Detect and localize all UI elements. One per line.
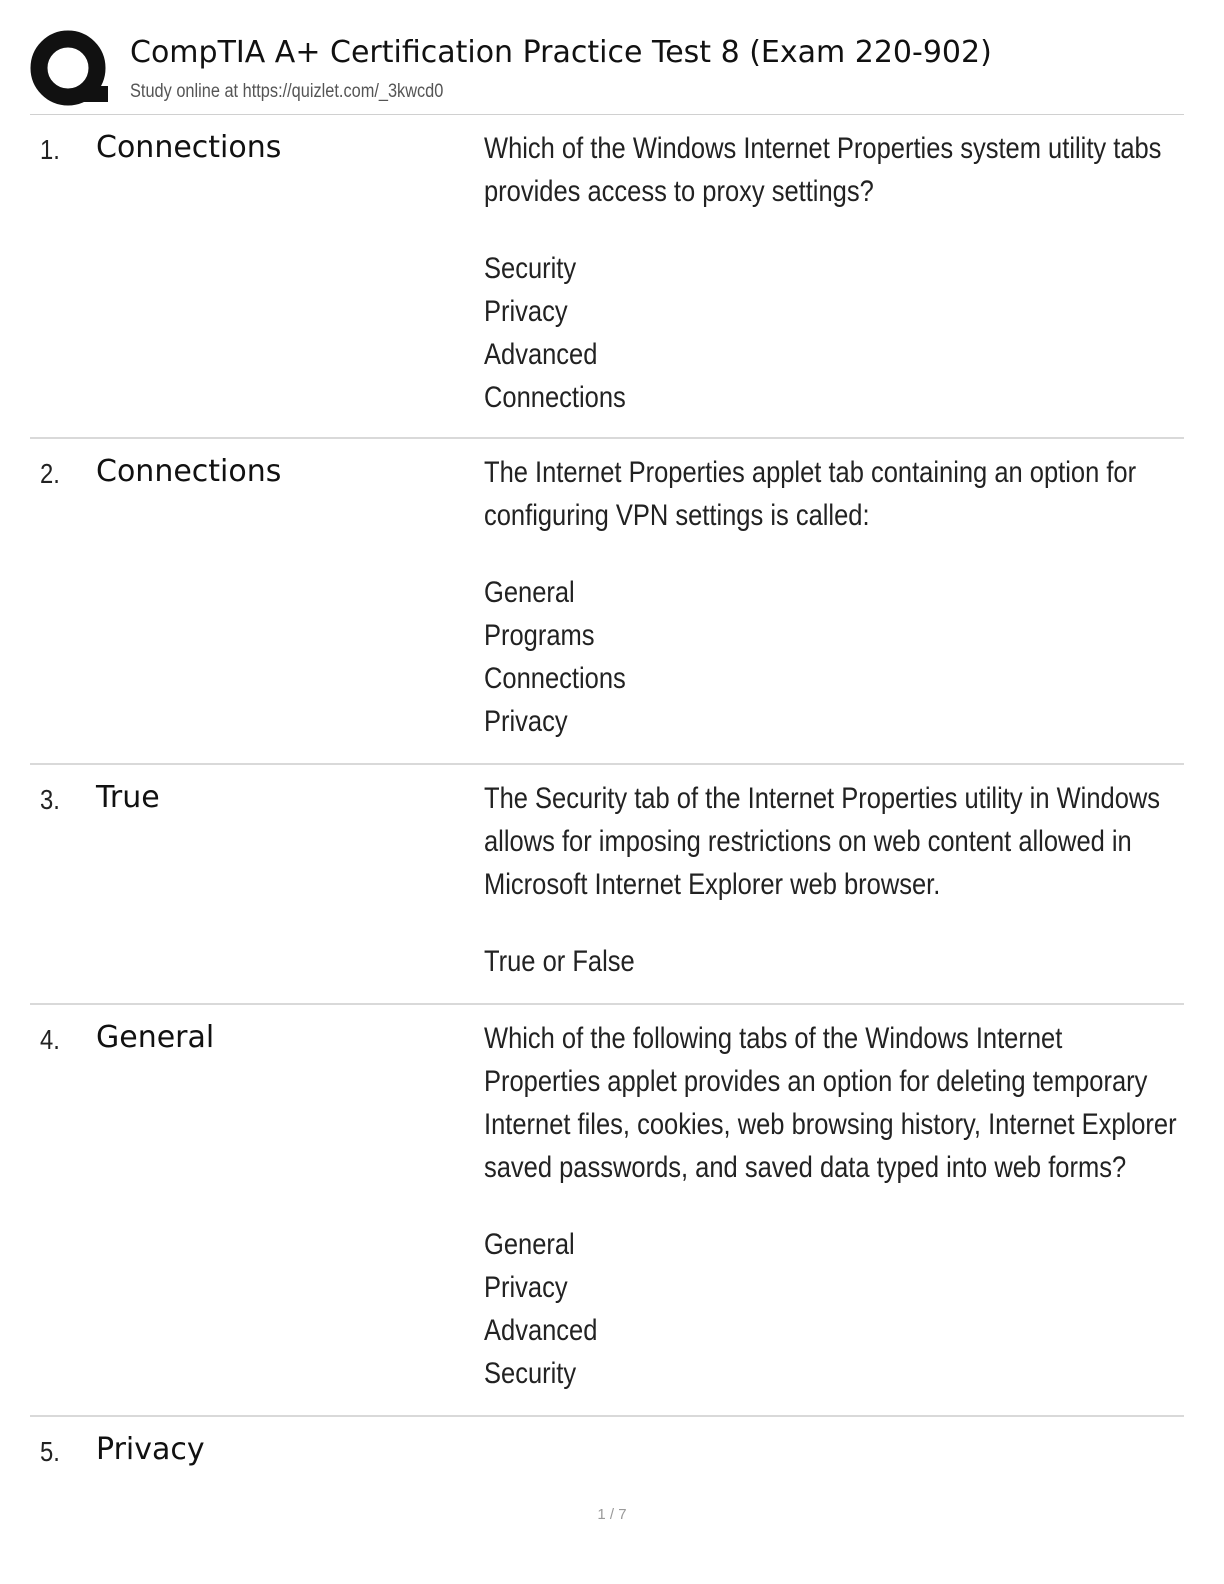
card-number: 5. bbox=[40, 1436, 60, 1467]
card-definition bbox=[484, 451, 1181, 743]
answer-options bbox=[484, 940, 1181, 983]
answer-option: True or False bbox=[484, 945, 635, 978]
answer-option: Connections bbox=[484, 381, 626, 414]
card-number: 3. bbox=[40, 784, 60, 815]
answer-option: Advanced bbox=[484, 338, 598, 371]
answer-options bbox=[484, 1223, 1181, 1395]
answer-option: Privacy bbox=[484, 705, 568, 738]
card-question: Which of the following tabs of the Windows Internet Properties applet provides an option for deleting temporary Internet files, cookies, web browsing history, Internet Explorer saved passwords, and saved data typed into web forms? bbox=[484, 1022, 1177, 1184]
card-term: Privacy bbox=[96, 1432, 205, 1467]
answer-options bbox=[484, 571, 1181, 743]
card-term: Connections bbox=[96, 454, 282, 489]
answer-option: General bbox=[484, 1228, 575, 1261]
answer-option: Privacy bbox=[484, 295, 568, 328]
answer-options bbox=[484, 247, 1181, 419]
document-title: CompTIA A+ Certification Practice Test 8 (Exam 220-902) bbox=[130, 35, 992, 70]
card-question: Which of the Windows Internet Properties system utility tabs provides access to proxy settings? bbox=[484, 132, 1162, 208]
card-number: 2. bbox=[40, 458, 60, 489]
answer-option: Security bbox=[484, 1357, 577, 1390]
flashcard bbox=[30, 1417, 1184, 1497]
page-number: 1 / 7 bbox=[597, 1506, 627, 1523]
card-definition bbox=[484, 777, 1181, 983]
document-header bbox=[30, 28, 1190, 112]
flashcard bbox=[30, 439, 1184, 765]
answer-option: Privacy bbox=[484, 1271, 568, 1304]
answer-option: General bbox=[484, 576, 575, 609]
quizlet-logo-icon bbox=[30, 30, 110, 110]
answer-option: Programs bbox=[484, 619, 595, 652]
flashcard bbox=[30, 1005, 1184, 1417]
answer-option: Connections bbox=[484, 662, 626, 695]
card-term: Connections bbox=[96, 130, 282, 165]
answer-option: Advanced bbox=[484, 1314, 598, 1347]
flashcard bbox=[30, 115, 1184, 439]
card-definition bbox=[484, 127, 1181, 419]
card-definition bbox=[484, 1017, 1181, 1395]
card-number: 1. bbox=[40, 134, 60, 165]
card-question: The Internet Properties applet tab containing an option for configuring VPN settings is called: bbox=[484, 456, 1137, 532]
flashcard bbox=[30, 765, 1184, 1005]
card-question: The Security tab of the Internet Properties utility in Windows allows for imposing restrictions on web content allowed in Microsoft Internet Explorer web browser. bbox=[484, 782, 1161, 901]
card-term: General bbox=[96, 1020, 215, 1055]
flashcard-list bbox=[30, 115, 1184, 1497]
card-number: 4. bbox=[40, 1024, 60, 1055]
study-online-link[interactable]: Study online at https://quizlet.com/_3kwcd0 bbox=[130, 81, 444, 102]
card-term: True bbox=[96, 780, 160, 815]
answer-option: Security bbox=[484, 252, 577, 285]
